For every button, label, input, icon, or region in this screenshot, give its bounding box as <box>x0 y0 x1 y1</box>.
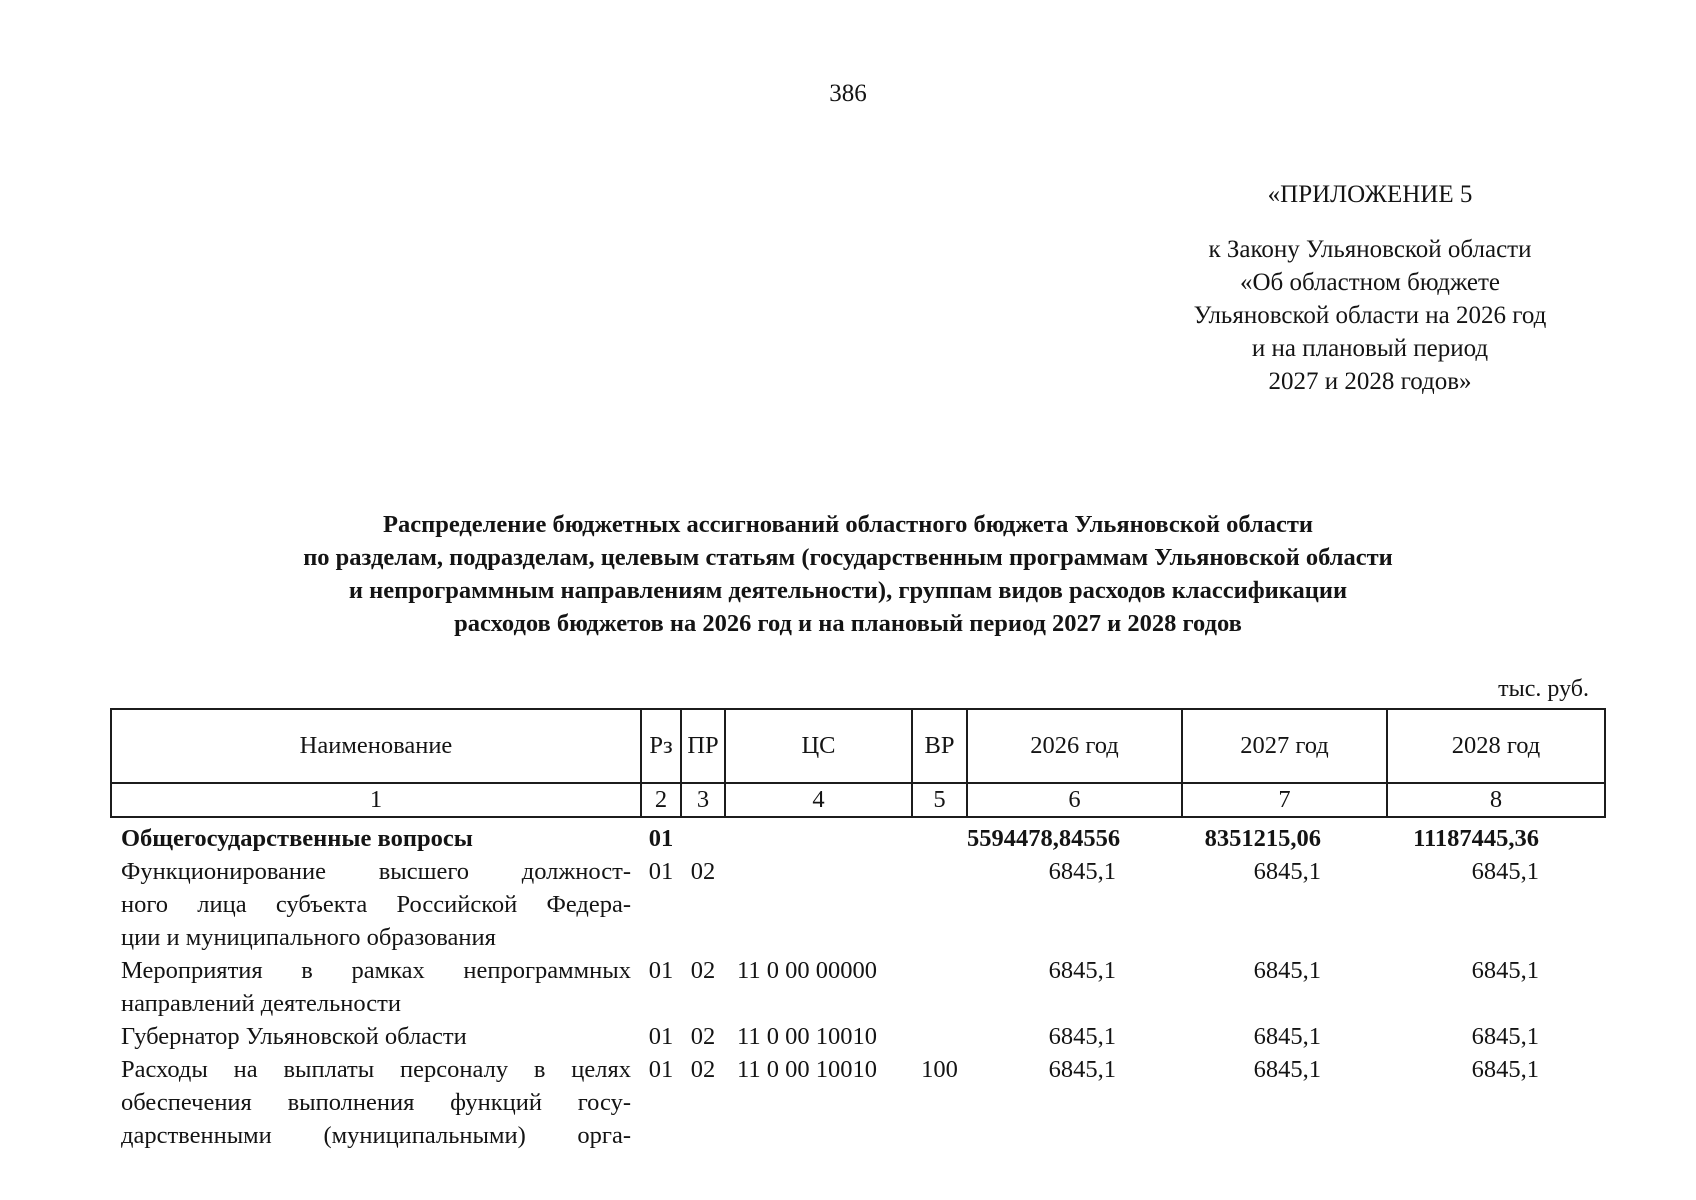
row-name-line: Общегосударственные вопросы <box>121 825 473 852</box>
row-pr: 02 <box>690 1056 716 1083</box>
document-title-line: расходов бюджетов на 2026 год и на плановый период 2027 и 2028 годов <box>454 610 1242 637</box>
row-cs <box>725 855 912 954</box>
table-row <box>111 954 1605 1020</box>
row-2028: 11187445,36 <box>1413 825 1539 852</box>
row-name-line: Расходы на выплаты персоналу в целях <box>121 1056 631 1083</box>
column-number: 8 <box>1387 783 1605 817</box>
header-2028: 2028 год <box>1387 709 1605 783</box>
header-name: Наименование <box>111 709 641 783</box>
header-cs: ЦС <box>725 709 912 783</box>
row-2026: 6845,1 <box>1048 858 1116 885</box>
row-2027: 6845,1 <box>1253 1023 1321 1050</box>
row-2027: 8351215,06 <box>1204 825 1321 852</box>
appendix-header <box>1160 178 1580 398</box>
row-name <box>111 817 641 855</box>
table-row <box>111 817 1605 855</box>
row-rz: 01 <box>648 957 674 984</box>
appendix-line: 2027 и 2028 годов» <box>1268 368 1472 395</box>
table-row <box>111 1020 1605 1053</box>
column-number: 7 <box>1182 783 1387 817</box>
row-2028: 6845,1 <box>1471 1056 1539 1083</box>
header-pr: ПР <box>681 709 725 783</box>
row-name-line: Функционирование высшего должност- <box>121 858 631 885</box>
budget-table <box>110 708 1606 1152</box>
row-cs <box>725 817 912 855</box>
row-cs: 11 0 00 10010 <box>737 1056 877 1083</box>
column-number: 3 <box>681 783 725 817</box>
page-number: 386 <box>829 80 867 107</box>
column-number: 4 <box>725 783 912 817</box>
row-2026: 6845,1 <box>1048 1056 1116 1083</box>
row-2027: 6845,1 <box>1253 1056 1321 1083</box>
header-rz: Рз <box>641 709 681 783</box>
row-2027: 6845,1 <box>1253 858 1321 885</box>
row-2026: 6845,1 <box>1048 957 1116 984</box>
row-2028: 6845,1 <box>1471 1023 1539 1050</box>
row-2028: 6845,1 <box>1471 957 1539 984</box>
document-title-line: Распределение бюджетных ассигнований областного бюджета Ульяновской области <box>383 511 1313 538</box>
appendix-line: Ульяновской области на 2026 год <box>1193 302 1547 329</box>
table-row <box>111 855 1605 954</box>
column-number: 2 <box>641 783 681 817</box>
table-row <box>111 1053 1605 1152</box>
appendix-line: «Об областном бюджете <box>1239 269 1501 296</box>
row-name-line: ного лица субъекта Российской Федера- <box>121 891 631 918</box>
row-vr <box>912 855 967 954</box>
row-cs: 11 0 00 00000 <box>737 957 877 984</box>
row-name-line: Мероприятия в рамках непрограммных <box>121 957 631 984</box>
appendix-line: и на плановый период <box>1251 335 1489 362</box>
header-2027: 2027 год <box>1182 709 1387 783</box>
appendix-line: к Закону Ульяновской области <box>1208 236 1532 263</box>
row-rz: 01 <box>648 1056 674 1083</box>
row-2026: 5594478,84556 <box>967 825 1121 852</box>
column-number-row <box>111 783 1605 817</box>
row-pr: 02 <box>690 1023 716 1050</box>
document-title-line: по разделам, подразделам, целевым статьям (государственным программам Ульяновской области <box>303 544 1393 571</box>
row-cs: 11 0 00 10010 <box>737 1023 877 1050</box>
row-name <box>111 1020 641 1053</box>
row-vr <box>912 1020 967 1053</box>
row-vr <box>912 954 967 1020</box>
row-rz: 01 <box>648 1023 674 1050</box>
column-number: 1 <box>111 783 641 817</box>
row-name-line: ции и муниципального образования <box>121 924 496 951</box>
row-vr: 100 <box>921 1056 958 1083</box>
row-name-line: обеспечения выполнения функций госу- <box>121 1089 631 1116</box>
column-number: 5 <box>912 783 967 817</box>
row-pr: 02 <box>690 858 716 885</box>
units-label: тыс. руб. <box>1498 676 1589 702</box>
row-name <box>111 1053 641 1152</box>
header-vr: ВР <box>912 709 967 783</box>
row-pr <box>681 817 725 855</box>
row-name <box>111 954 641 1020</box>
row-name-line: направлений деятельности <box>121 990 401 1017</box>
row-vr <box>912 817 967 855</box>
row-2028: 6845,1 <box>1471 858 1539 885</box>
header-2026: 2026 год <box>967 709 1182 783</box>
column-number: 6 <box>967 783 1182 817</box>
document-title-line: и непрограммным направлениям деятельности), группам видов расходов классификации <box>348 577 1348 604</box>
row-2027: 6845,1 <box>1253 957 1321 984</box>
document-title <box>110 508 1586 640</box>
appendix-title: «ПРИЛОЖЕНИЕ 5 <box>1267 181 1473 208</box>
row-name-line: Губернатор Ульяновской области <box>121 1023 467 1050</box>
row-rz: 01 <box>648 858 674 885</box>
row-name-line: дарственными (муниципальными) орга- <box>121 1122 631 1149</box>
row-2026: 6845,1 <box>1048 1023 1116 1050</box>
row-name <box>111 855 641 954</box>
table-header-row <box>111 709 1605 783</box>
row-pr: 02 <box>690 957 716 984</box>
row-rz: 01 <box>648 825 674 852</box>
